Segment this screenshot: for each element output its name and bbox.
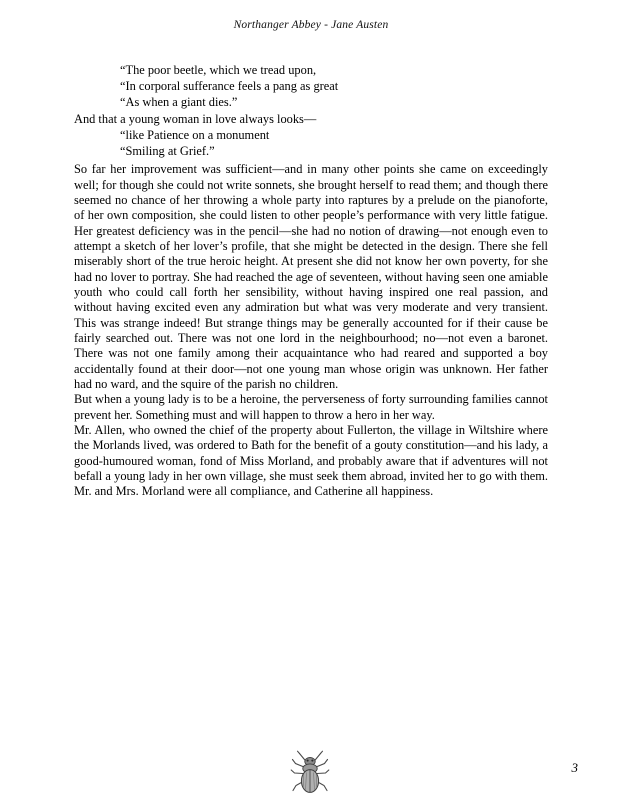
running-header: Northanger Abbey - Jane Austen [233,19,389,31]
body-paragraph: So far her improvement was sufficient—and in many other points she came on exceedingly well; for though she could not write sonnets, she brought herself to read them; and though there seemed no chance of her throwing a whole party into raptures by a prelude on the pianoforte, of her own composition, she could listen to other people’s performance with very little fatigue. Her greatest deficiency was in the pencil—she had no notion of drawing—not enough even to attempt a sketch of her lover’s profile, that she might be detected in the design. There she fell miserably short of the true heroic height. At present she did not know her own poverty, for she had no lover to portray. She had reached the age of seventeen, without having seen one amiable youth who could call forth her sensibility, without having inspired one real passion, and without having excited even any admiration but what was very moderate and very transient. This was strange indeed! But strange things may be generally accounted for if their cause be fairly searched out. There was not one lord in the neighbourhood; no—not even a baronet. There was not one family among their acquaintance who had reared and supported a boy accidentally found at their door—not one young man whose origin was unknown. Her father had no ward, and the squire of the parish no children. [74,162,548,392]
page-number: 3 [571,760,578,775]
verse-line: “like Patience on a monument [120,127,270,142]
verse-line: “In corporal sufferance feels a pang as great [120,79,339,94]
verse-line: “The poor beetle, which we tread upon, [120,63,317,77]
verse-line: And that a young woman in love always looks— [74,111,317,126]
page-text-block [74,62,548,500]
verse-block [74,62,548,159]
verse-line: “As when a giant dies.” [120,95,238,110]
beetle-icon [288,748,332,796]
body-paragraph: Mr. Allen, who owned the chief of the property about Fullerton, the village in Wiltshire where the Morlands lived, was ordered to Bath for the benefit of a gouty constitution—and his lady, a good-humoured woman, fond of Miss Morland, and probably aware that if adventures will not befall a young lady in her own village, she must seek them abroad, invited her to go with them. Mr. and Mrs. Morland were all compliance, and Catherine all happiness. [74,423,548,499]
body-paragraph: But when a young lady is to be a heroine, the perverseness of forty surrounding families cannot prevent her. Something must and will happen to throw a hero in her way. [74,392,548,422]
verse-line: “Smiling at Grief.” [120,144,215,159]
